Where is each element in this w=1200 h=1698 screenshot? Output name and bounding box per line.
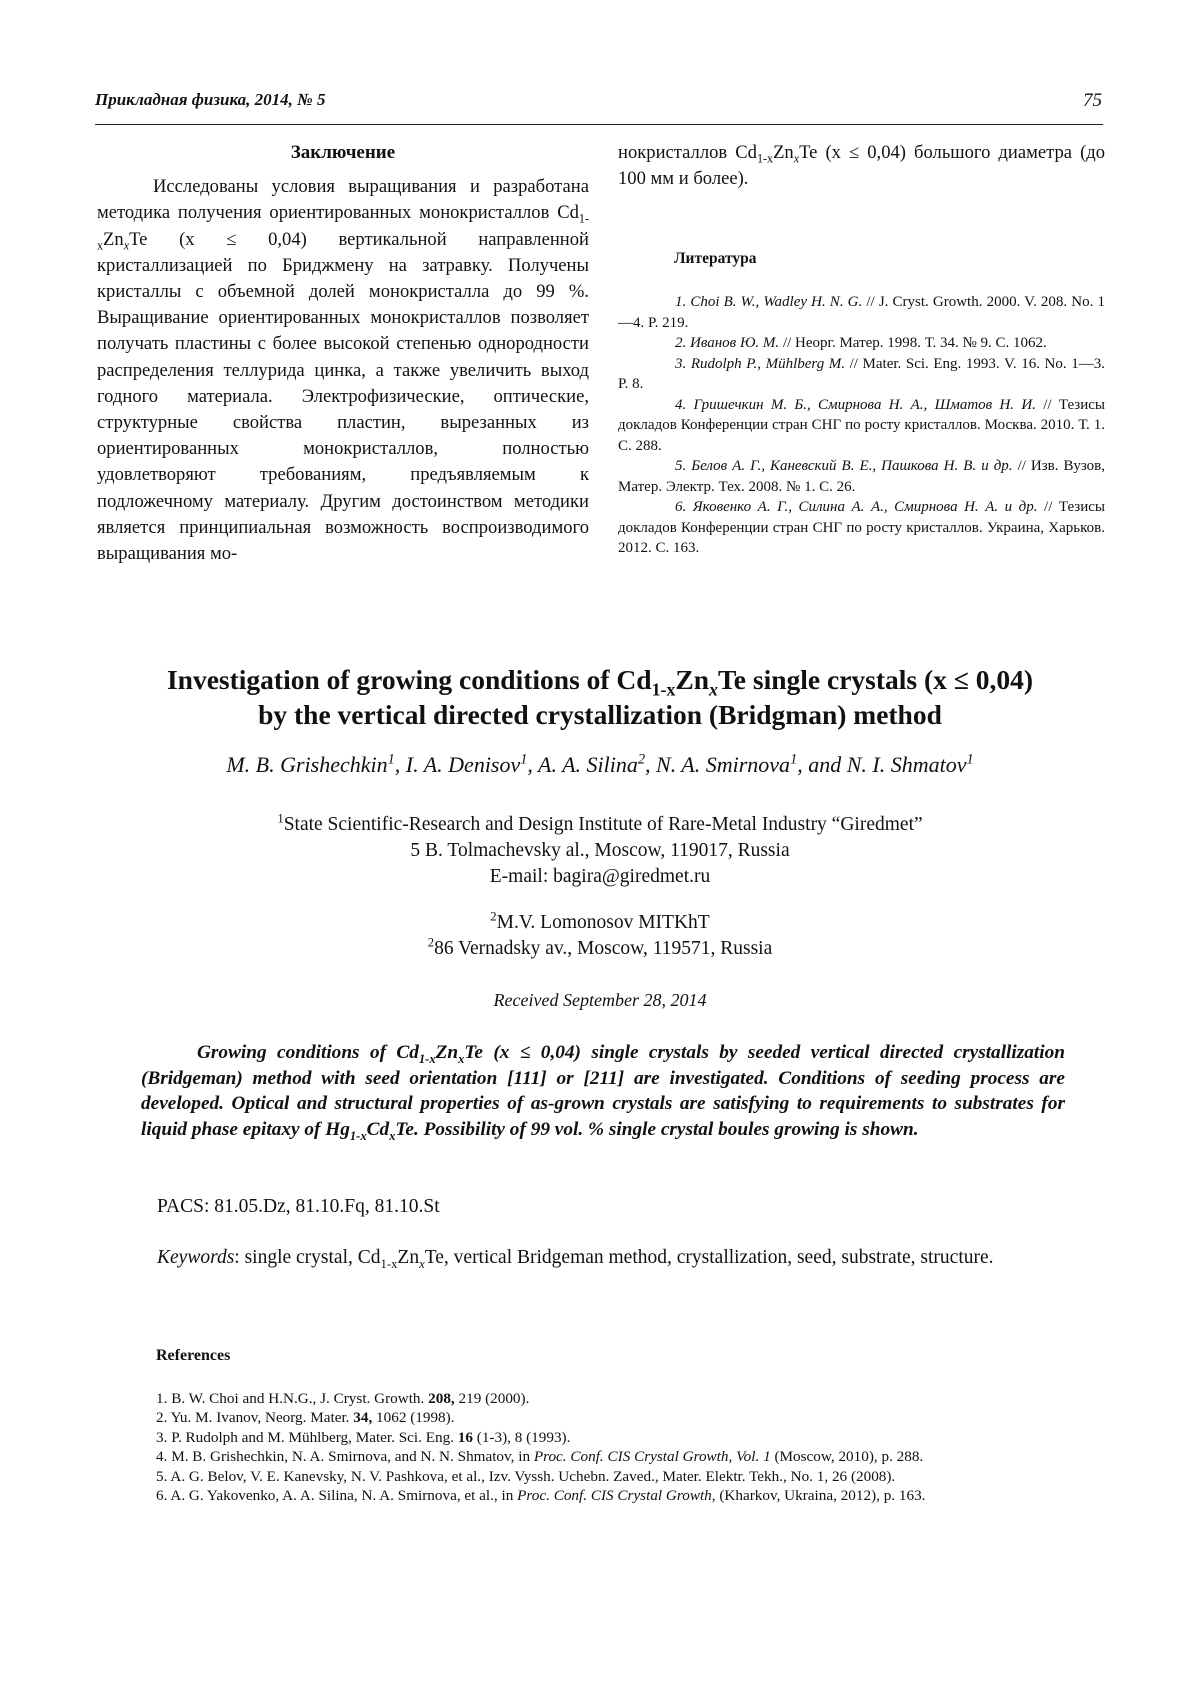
reference-item: 3. P. Rudolph and M. Mühlberg, Mater. Sci. Eng. 16 (1-3), 8 (1993). xyxy=(156,1428,571,1446)
affiliation-2: $^2$M.V. Lomonosov MITKhT $^2$86 Vernadsky av., Moscow, 119571, Russia xyxy=(427,909,773,959)
pacs-codes: PACS: 81.05.Dz, 81.10.Fq, 81.10.St xyxy=(157,1196,440,1217)
literature-item: 4. Гришечкин М. Б., Смирнова Н. А., Шматов Н. И. // Тезисы докладов Конференции стран СНГ по росту кристаллов. Москва. 2010. Т. 1. С. 288. xyxy=(618,396,1105,454)
author-list: M. B. Grishechkin$^1$, I. A. Denisov$^1$, A. A. Silina$^2$, N. A. Smirnova$^1$, and N. I. Shmatov$^1$ xyxy=(226,751,974,777)
received-date: Received September 28, 2014 xyxy=(493,990,707,1010)
references-list xyxy=(156,1389,1116,1505)
author-name: N. A. Smirnova xyxy=(656,752,791,777)
references-heading: References xyxy=(156,1347,231,1364)
reference-item: 6. A. G. Yakovenko, A. A. Silina, N. A. Smirnova, et al., in Proc. Conf. CIS Crystal Growth, (Kharkov, Ukraina, 2012), p. 163. xyxy=(156,1487,926,1505)
literature-item: 1. Choi B. W., Wadley H. N. G. // J. Cryst. Growth. 2000. V. 208. No. 1—4. P. 219. xyxy=(618,294,1105,331)
header-divider xyxy=(95,124,1103,125)
author-name: I. A. Denisov xyxy=(405,752,521,777)
literature-item: 5. Белов А. Г., Каневский В. Е., Пашкова Н. В. и др. // Изв. Вузов, Матер. Электр. Тех. 2008. № 1. С. 26. xyxy=(618,458,1106,495)
right-column xyxy=(618,140,1105,559)
author-name: A. A. Silina xyxy=(538,752,638,777)
conclusion-text: Исследованы условия выращивания и разработана методика получения ориентированных монокристаллов $Cd_{1-x}Zn_xTe$ (x ≤ 0,04) вертикальной направленной кристаллизацией по Бриджмену на затравку. Получены кристаллы с объемной долей монокристалла до 99 %. Выращивание ориентированных монокристаллов позволяет получать пластины с более высокой степенью однородности распределения теллурида цинка, а также увеличить выход годного материала. Электрофизические, оптические, структурные свойства пластин, вырезанных из ориентированных монокристаллов, полностью удовлетворяют требованиям, предъявляемым к подложечному материалу. Другим достоинством методики является принципиальная возможность воспроизводимого выращивания мо- xyxy=(97,176,589,565)
abstract: Growing conditions of $Cd_{1-x}Zn_xTe$ (x ≤ 0,04) single crystals by seeded vertical directed crystallization (Bridgeman) method with seed orientation [111] or [211] are investigated. Conditions of seeding process are developed. Optical and structural properties of as-grown crystals are satisfying to requirements to substrates for liquid phase epitaxy of $Hg_{1-x}Cd_xTe$. Possibility of 99 vol. % single crystal boules growing is shown. xyxy=(141,1042,1065,1143)
reference-item: 2. Yu. M. Ivanov, Neorg. Mater. 34, 1062 (1998). xyxy=(156,1409,455,1427)
literature-heading: Литература xyxy=(674,250,757,267)
journal-header: Прикладная физика, 2014, № 5 xyxy=(95,90,326,109)
affiliation-1: $^1$State Scientific-Research and Design Institute of Rare-Metal Industry “Giredmet” 5 B. Tolmachevsky al., Moscow, 119017, Russia E-mail: bagira@giredmet.ru xyxy=(277,811,923,887)
literature-list xyxy=(618,292,1105,559)
literature-item: 3. Rudolph P., Mühlberg M. // Mater. Sci. Eng. 1993. V. 16. No. 1—3. P. 8. xyxy=(618,355,1105,392)
literature-item: 6. Яковенко А. Г., Силина А. А., Смирнова Н. А. и др. // Тезисы докладов Конференции стран СНГ по росту кристаллов. Украина, Харьков. 2012. С. 163. xyxy=(618,499,1105,556)
keywords: Keywords: single crystal, $Cd_{1-x}Zn_xTe$, vertical Bridgeman method, crystallization, seed, substrate, structure. xyxy=(157,1247,994,1271)
english-title: Investigation of growing conditions of $Cd_{1-x}Zn_xTe$ single crystals (x ≤ 0,04) by the vertical directed crystallization (Bridgman) method xyxy=(166,664,1034,730)
conclusion-continuation: нокристаллов $Cd_{1-x}Zn_xTe$ (x ≤ 0,04) большого диаметра (до 100 мм и более). xyxy=(618,142,1106,189)
author-name: N. I. Shmatov xyxy=(846,752,967,777)
reference-item: 4. M. B. Grishechkin, N. A. Smirnova, and N. N. Shmatov, in Proc. Conf. CIS Crystal Growth, Vol. 1 (Moscow, 2010), p. 288. xyxy=(156,1448,924,1466)
conclusion-section xyxy=(97,140,589,567)
reference-item: 5. A. G. Belov, V. E. Kanevsky, N. V. Pashkova, et al., Izv. Vyssh. Uchebn. Zaved., Mater. Elektr. Tekh., No. 1, 26 (2008). xyxy=(156,1467,896,1485)
page-number: 75 xyxy=(1083,90,1102,111)
conclusion-heading: Заключение xyxy=(290,142,396,163)
literature-item: 2. Иванов Ю. М. // Неорг. Матер. 1998. Т. 34. № 9. С. 1062. xyxy=(675,335,1047,351)
author-name: M. B. Grishechkin xyxy=(226,752,388,777)
reference-item: 1. B. W. Choi and H.N.G., J. Cryst. Growth. 208, 219 (2000). xyxy=(156,1390,530,1407)
